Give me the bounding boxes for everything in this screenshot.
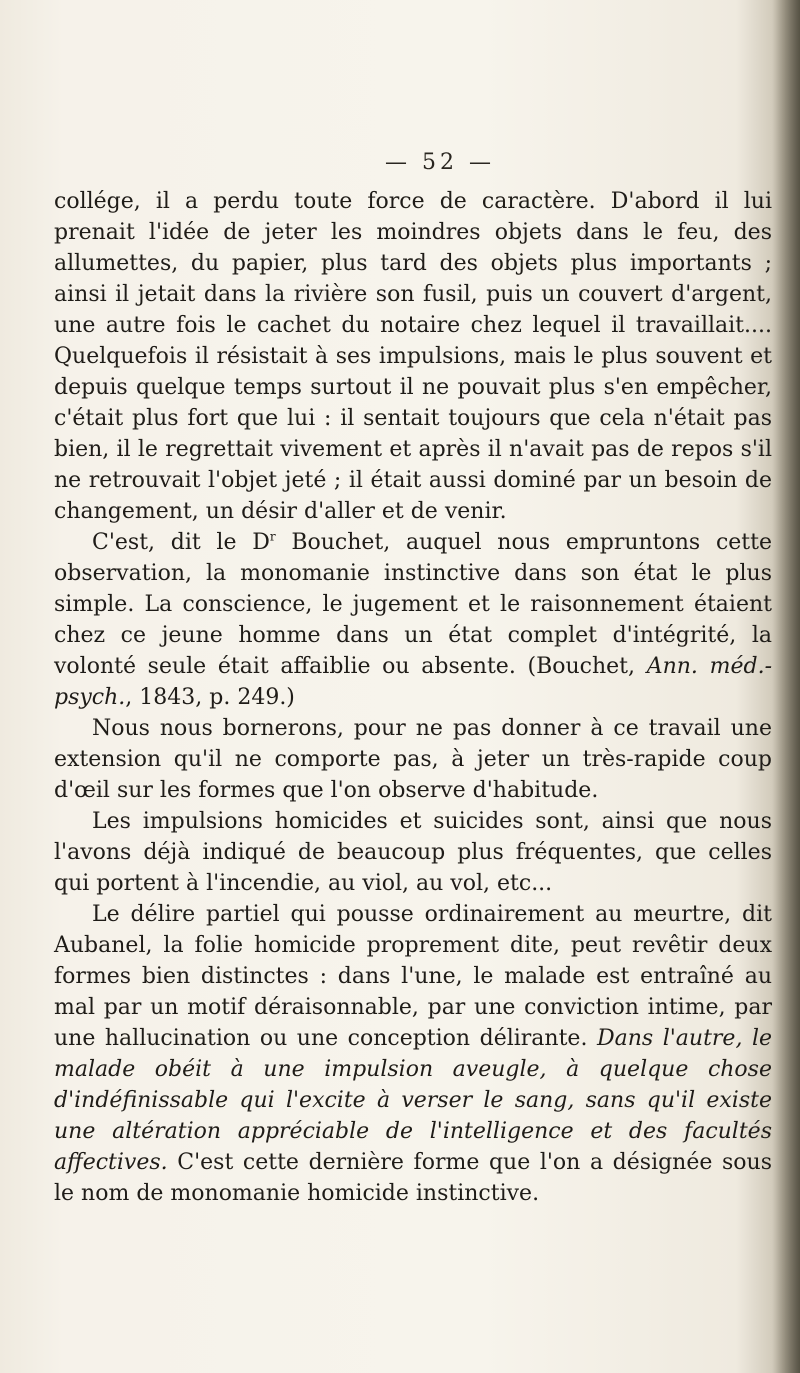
paragraph [54, 186, 772, 527]
text-run: Nous nous bornerons, pour ne pas donner à ce travail une extension qu'il ne comporte pas, à jeter un très-rapide coup d'œil sur les formes que l'on observe d'habitude. [54, 716, 772, 803]
text-run: Les impulsions homicides et suicides sont, ainsi que nous l'avons déjà indiqué de beaucoup plus fréquentes, que celles qui portent à l'incendie, au viol, au vol, etc... [54, 809, 772, 896]
text-run: Le délire partiel qui pousse ordinairement au meurtre, dit Aubanel, la folie homicide proprement dite, peut revêtir deux formes bien distinctes : dans l'une, le malade est entraîné au mal par un motif déraisonnable, par une conviction intime, par une hallucination ou une conception délirante. [54, 902, 772, 1051]
italic-quotation: Dans l'autre, le malade obéit à une impulsion aveugle, à quelque chose d'indéfinissable qui l'excite à verser le sang, sans qu'il existe une altération appréciable de l'intelligence et des facultés affectives. [54, 1026, 773, 1175]
paragraph [54, 806, 772, 899]
text-run: Bouchet, auquel nous empruntons cette observation, la monomanie instinctive dans son état le plus simple. La conscience, le jugement et le raisonnement étaient chez ce jeune homme dans un état complet d'intégrité, la volonté seule était affaiblie ou absente. (Bouchet, [54, 530, 772, 679]
paragraph [54, 527, 772, 713]
text-run: C'est cette dernière forme que l'on a désignée sous le nom de monomanie homicide instinctive. [54, 1150, 772, 1206]
page-binding-edge [772, 0, 800, 1373]
paragraph [54, 713, 772, 806]
page-number: — 52 — [385, 150, 495, 175]
text-run: C'est, dit le D [92, 530, 270, 555]
text-run: collége, il a perdu toute force de caractère. D'abord il lui prenait l'idée de jeter les moindres objets dans le feu, des allumettes, du papier, plus tard des objets plus importants ; ainsi il jetait dans la rivière son fusil, puis un couvert d'argent, une autre fois le cachet du notaire chez lequel il travaillait.... Quelquefois il résistait à ses impulsions, mais le plus souvent et depuis quelque temps surtout il ne pouvait plus s'en empêcher, c'était plus fort que lui : il sentait toujours que cela n'était pas bien, il le regrettait vivement et après il n'avait pas de repos s'il ne retrouvait l'objet jeté ; il était aussi dominé par un besoin de changement, un désir d'aller et de venir. [54, 189, 772, 524]
text-run: , 1843, p. 249.) [125, 685, 295, 710]
body-text [54, 186, 772, 1209]
paragraph [54, 899, 772, 1209]
superscript: r [269, 529, 276, 544]
citation-journal: Ann. méd.-psych. [54, 654, 772, 710]
